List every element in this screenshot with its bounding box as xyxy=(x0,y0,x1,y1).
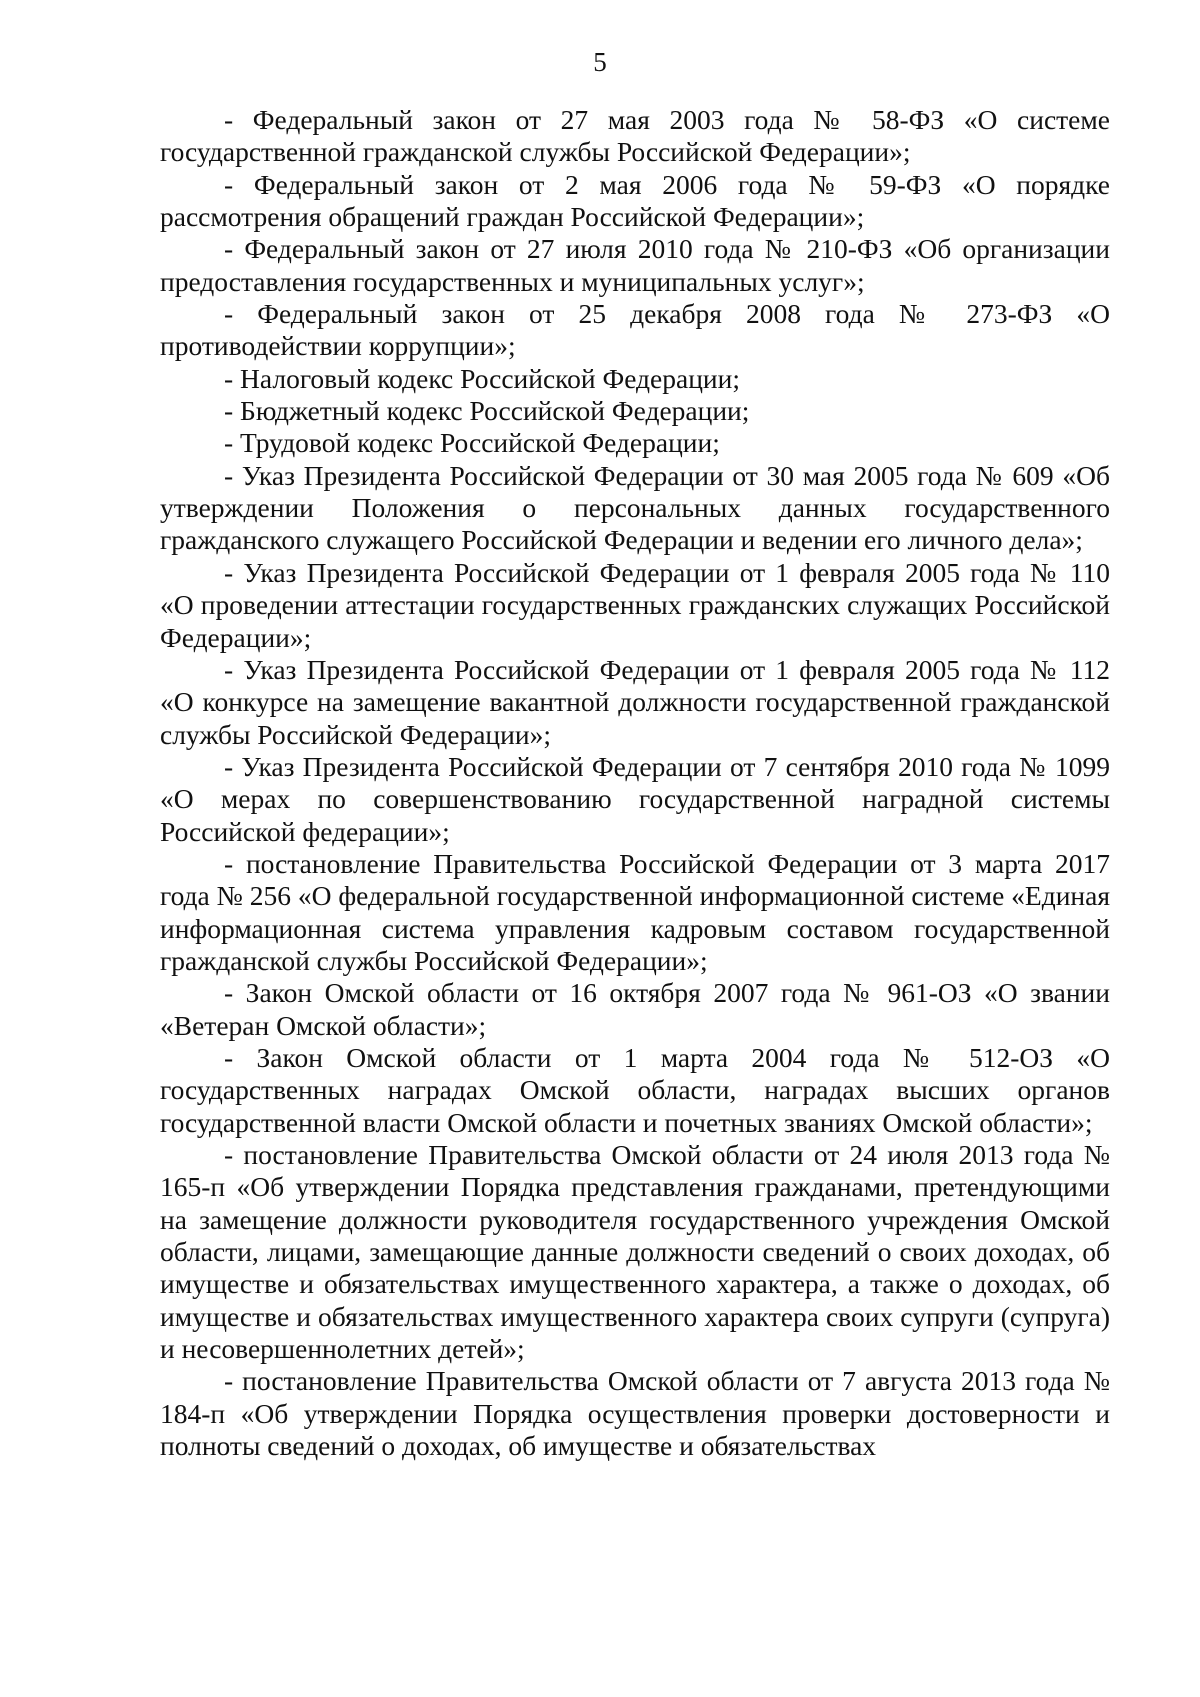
list-item: - Указ Президента Российской Федерации от 1 февраля 2005 года № 110 «О проведении аттестации государственных гражданских служащих Российской Федерации»; xyxy=(160,556,1110,653)
list-item: - Указ Президента Российской Федерации от 1 февраля 2005 года № 112 «О конкурсе на замещение вакантной должности государственной гражданской службы Российской Федерации»; xyxy=(160,653,1110,750)
list-item: - Налоговый кодекс Российской Федерации; xyxy=(224,362,741,394)
list-item: - Бюджетный кодекс Российской Федерации; xyxy=(224,395,750,427)
list-item: - постановление Правительства Омской области от 24 июля 2013 года № 165-п «Об утверждении Порядка представления гражданами, претендующими на замещение должности руководителя государственного учреждения Омской области, лицами, замещающие данные должности сведений о своих доходах, об имуществе и обязательствах имущественного характера, а также о доходах, об имуществе и обязательствах имущественного характера своих супруги (супруга) и несовершеннолетних детей»; xyxy=(160,1139,1110,1365)
list-item: - Закон Омской области от 16 октября 2007 года № 961-ОЗ «О звании «Ветеран Омской области»; xyxy=(160,977,1110,1041)
list-item: - Федеральный закон от 27 мая 2003 года № 58-ФЗ «О системе государственной гражданской службы Российской Федерации»; xyxy=(160,104,1110,168)
legal-basis-list xyxy=(160,104,1110,1462)
list-item: - постановление Правительства Омской области от 7 августа 2013 года № 184-п «Об утверждении Порядка осуществления проверки достоверности и полноты сведений о доходах, об имуществе и обязательствах xyxy=(160,1365,1110,1462)
list-item: - Трудовой кодекс Российской Федерации; xyxy=(224,427,720,459)
list-item: - постановление Правительства Российской Федерации от 3 марта 2017 года № 256 «О федеральной государственной информационной системе «Единая информационная система управления кадровым составом государственной гражданской службы Российской Федерации»; xyxy=(160,847,1110,976)
page-number: 5 xyxy=(593,47,607,77)
list-item: - Федеральный закон от 2 мая 2006 года № 59-ФЗ «О порядке рассмотрения обращений граждан Российской Федерации»; xyxy=(160,168,1110,233)
list-item: - Указ Президента Российской Федерации от 30 мая 2005 года № 609 «Об утверждении Положения о персональных данных государственного гражданского служащего Российской Федерации и ведении его личного дела»; xyxy=(160,459,1110,556)
list-item: - Закон Омской области от 1 марта 2004 года № 512-ОЗ «О государственных наградах Омской области, наградах высших органов государственной власти Омской области и почетных званиях Омской области»; xyxy=(160,1041,1110,1138)
list-item: - Федеральный закон от 25 декабря 2008 года № 273-ФЗ «О противодействии коррупции»; xyxy=(160,298,1110,362)
list-item: - Федеральный закон от 27 июля 2010 года № 210-ФЗ «Об организации предоставления государственных и муниципальных услуг»; xyxy=(160,233,1110,297)
list-item: - Указ Президента Российской Федерации от 7 сентября 2010 года № 1099 «О мерах по совершенствованию государственной наградной системы Российской федерации»; xyxy=(160,750,1110,847)
